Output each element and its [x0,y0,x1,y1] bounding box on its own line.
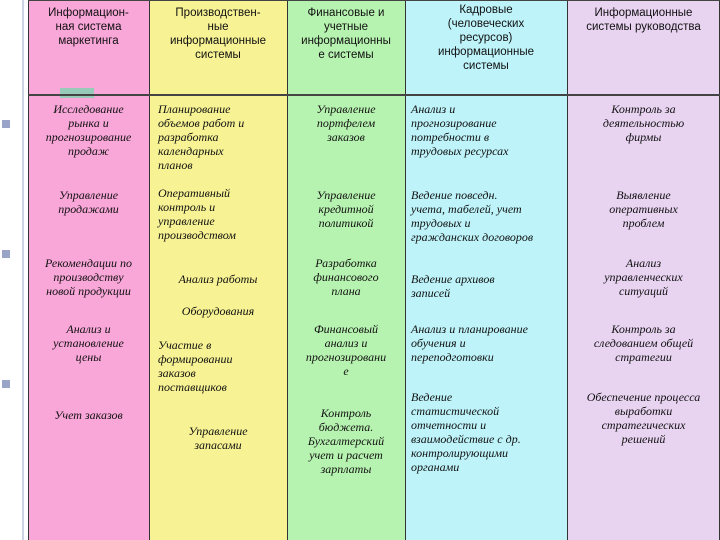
cell-item: Анализ и установление цены [53,322,124,364]
cell-item: Ведение повседн. учета, табелей, учет трудовых и гражданских договоров [411,188,534,244]
slide-decoration [0,0,28,540]
cell-item: Контроль за следованием общей стратегии [593,322,694,364]
cell-item: Исследование рынка и прогнозирование продаж [45,102,132,158]
header-production: Производствен- ные информационные системы [169,7,267,61]
cell-item: Разработка финансового плана [313,256,379,298]
cell-item: Ведение архивов записей [411,272,495,300]
decor-square [2,120,10,128]
cell-item: Управление запасами [188,424,248,452]
decor-square [2,380,10,388]
cell-item: Обеспечение процесса выработки стратегических решений [586,390,701,446]
cell-item: Анализ и планирование обучения и переподготовки [411,322,528,364]
header-hr: Кадровые (человеческих ресурсов) информационные системы [437,4,535,72]
cell-item: Анализ управленческих ситуаций [604,256,683,298]
header-finance: Финансовые и учетные информационны е системы [301,7,391,61]
cell-item: Контроль бюджета. Бухгалтерский учет и расчет зарплаты [307,406,385,476]
header-divider [28,94,720,96]
decor-bar [60,88,94,98]
header-management: Информационные системы руководства [586,7,701,33]
decor-square [2,250,10,258]
cell-item: Управление кредитной политикой [316,188,376,230]
cell-item: Учет заказов [54,408,123,422]
decor-line [22,0,24,540]
cell-item: Ведение статистической отчетности и взаимодействие с др. контролирующими органами [411,390,521,474]
cell-item: Финансовый анализ и прогнозировани е [305,322,387,378]
cell-item: Рекомендации по производству новой продукции [45,256,132,298]
cell-item: Управление продажами [58,188,119,216]
cell-item: Контроль за деятельностью фирмы [602,102,685,144]
cell-item: Управление портфелем заказов [316,102,376,144]
column-production [149,0,287,540]
cell-item: Оперативный контроль и управление производством [158,186,236,242]
cell-item: Выявление оперативных проблем [609,188,678,230]
cell-item: Анализ и прогнозирование потребности в трудовых ресурсах [411,102,509,158]
header-marketing: Информацион- ная система маркетинга [48,7,129,47]
top-border [28,0,720,1]
cell-item: Участие в формировании заказов поставщиков [158,338,233,394]
cell-item: Оборудования [181,304,255,318]
cell-item: Анализ работы [178,272,258,286]
cell-item: Планирование объемов работ и разработка календарных планов [158,102,245,172]
